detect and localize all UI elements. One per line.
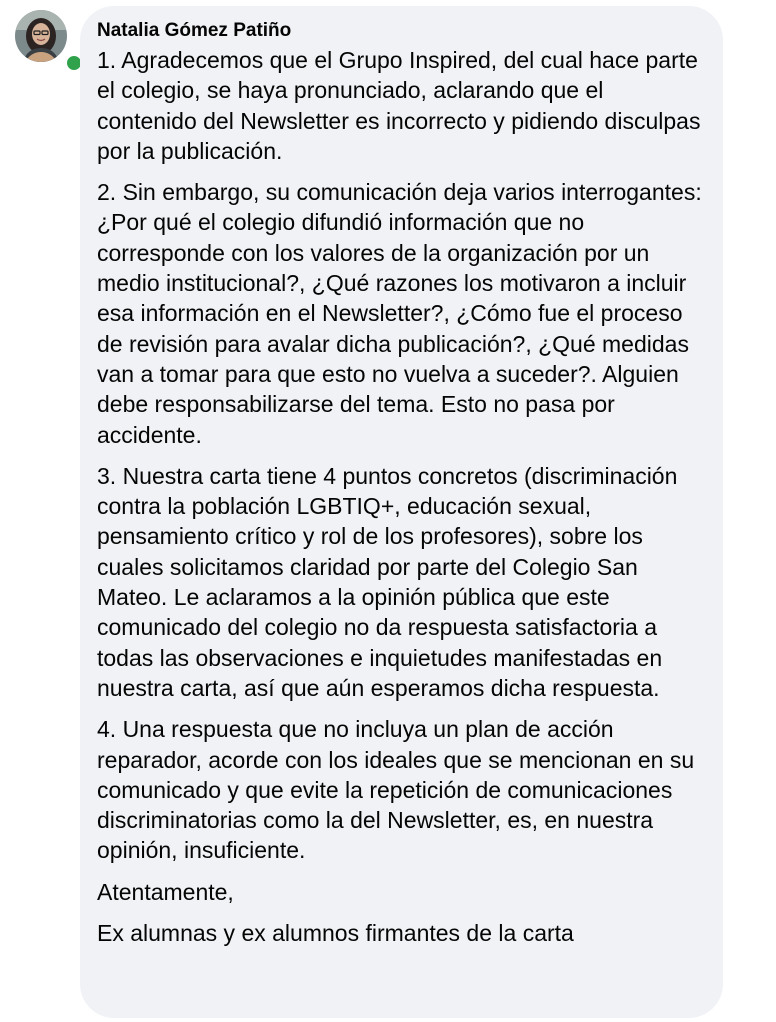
comment-bubble <box>80 6 723 1018</box>
comment-signature: Ex alumnas y ex alumnos firmantes de la carta <box>97 920 574 947</box>
profile-photo-icon <box>15 10 67 62</box>
comment-body <box>97 45 705 948</box>
comment-paragraph: 2. Sin embargo, su comunicación deja varios interrogantes: ¿Por qué el colegio difundió información que no corresponde con los valores de la organización por un medio institucional?, ¿Qué razones los motivaron a incluir esa información en el Newsletter?, ¿Cómo fue el proceso de revisión para avalar dicha publicación?, ¿Qué medidas van a tomar para que esto no vuelva a suceder?. Alguien debe responsabilizarse del tema. Esto no pasa por accidente. <box>97 179 702 448</box>
comment-paragraph: 4. Una respuesta que no incluya un plan de acción reparador, acorde con los ideales que se mencionan en su comunicado y que evite la repetición de comunicaciones discriminatorias como la del Newsletter, es, en nuestra opinión, insuficiente. <box>97 716 695 864</box>
comment-closing: Atentamente, <box>97 878 234 905</box>
comment-author[interactable]: Natalia Gómez Patiño <box>97 20 292 41</box>
avatar[interactable] <box>15 10 67 62</box>
comment-paragraph: 3. Nuestra carta tiene 4 puntos concretos (discriminación contra la población LGBTIQ+, educación sexual, pensamiento crítico y rol de los profesores), sobre los cuales solicitamos claridad por parte del Colegio San Mateo. Le aclaramos a la opinión pública que este comunicado del colegio no da respuesta satisfactoria a todas las observaciones e inquietudes manifestadas en nuestra carta, así que aún esperamos dicha respuesta. <box>97 462 678 701</box>
comment-paragraph: 1. Agradecemos que el Grupo Inspired, del cual hace parte el colegio, se haya pronunciado, aclarando que el contenido del Newsletter es incorrecto y pidiendo disculpas por la publicación. <box>97 47 701 164</box>
